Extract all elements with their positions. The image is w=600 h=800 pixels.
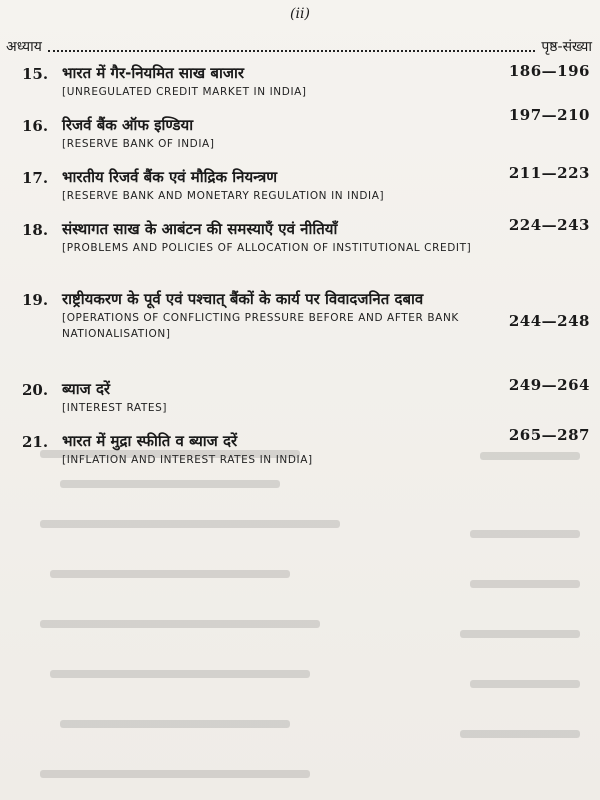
- chapter-pages: 186—196: [508, 62, 590, 80]
- chapter-title-english: [UNREGULATED CREDIT MARKET IN INDIA]: [62, 86, 307, 98]
- toc-entry: [0, 106, 600, 158]
- chapter-title-hindi: रिजर्व बैंक ऑफ इण्डिया: [62, 116, 194, 134]
- chapter-number: 20.: [22, 381, 49, 399]
- page-number: (ii): [290, 6, 310, 22]
- chapter-title-english: [INFLATION AND INTEREST RATES IN INDIA]: [62, 454, 313, 466]
- chapter-number: 19.: [22, 291, 49, 309]
- chapter-title-english: [PROBLEMS AND POLICIES OF ALLOCATION OF INSTITUTIONAL CREDIT]: [62, 242, 472, 254]
- chapter-pages: 249—264: [508, 376, 590, 394]
- toc-entry: [0, 288, 600, 370]
- chapter-number: 17.: [22, 169, 49, 187]
- toc-entry: [0, 218, 600, 280]
- toc-entry: [0, 378, 600, 422]
- chapter-title-english: [OPERATIONS OF CONFLICTING PRESSURE BEFORE AND AFTER BANK NATIONALISATION]: [62, 312, 459, 340]
- chapter-pages: 224—243: [508, 216, 590, 234]
- chapter-column-label: अध्याय: [6, 39, 42, 55]
- chapter-pages: 265—287: [508, 426, 590, 444]
- toc-entry: [0, 62, 600, 106]
- table-of-contents: [0, 62, 600, 482]
- chapter-pages: 197—210: [508, 106, 590, 124]
- leader-dots: [48, 50, 536, 52]
- chapter-title-hindi: भारत में गैर-नियमित साख बाजार: [62, 64, 244, 82]
- page-column-label: पृष्ठ-संख्या: [541, 39, 592, 55]
- chapter-number: 16.: [22, 117, 49, 135]
- chapter-title-english: [RESERVE BANK OF INDIA]: [62, 138, 215, 150]
- chapter-title-hindi: भारतीय रिजर्व बैंक एवं मौद्रिक नियन्त्रण: [62, 168, 278, 186]
- chapter-title-english: [RESERVE BANK AND MONETARY REGULATION IN INDIA]: [62, 190, 385, 202]
- chapter-title-english: [INTEREST RATES]: [62, 402, 168, 414]
- paper-bleed-through: [0, 440, 600, 800]
- chapter-title-hindi: राष्ट्रीयकरण के पूर्व एवं पश्चात् बैंकों के कार्य पर विवादजनित दबाव: [62, 290, 424, 308]
- chapter-title-hindi: संस्थागत साख के आबंटन की समस्याएँ एवं नीतियाँ: [62, 220, 338, 238]
- chapter-title-hindi: भारत में मुद्रा स्फीति व ब्याज दरें: [62, 432, 238, 450]
- chapter-number: 18.: [22, 221, 49, 239]
- toc-header: [6, 37, 592, 56]
- chapter-number: 15.: [22, 65, 49, 83]
- chapter-pages: 211—223: [508, 164, 590, 182]
- toc-entry: [0, 166, 600, 210]
- chapter-pages: 244—248: [508, 312, 590, 330]
- chapter-title-hindi: ब्याज दरें: [62, 380, 111, 398]
- chapter-number: 21.: [22, 433, 49, 451]
- toc-entry: [0, 426, 600, 474]
